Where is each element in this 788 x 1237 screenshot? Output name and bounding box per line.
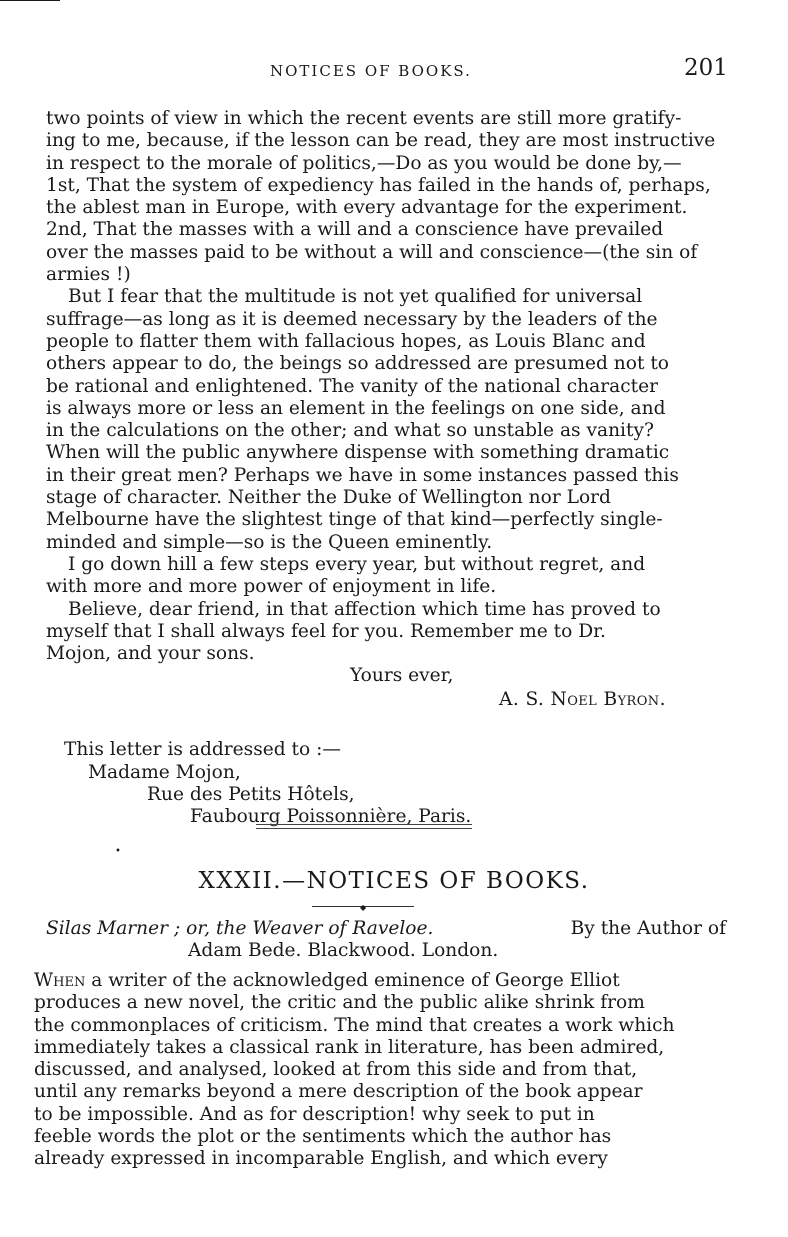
text-line: myself that I shall always feel for you. Remember me to Dr. <box>46 620 606 642</box>
text-line: armies !) <box>46 264 131 286</box>
text-line: stage of character. Neither the Duke of Wellington nor Lord <box>46 487 611 509</box>
book-reference <box>46 918 726 963</box>
text-line: Believe, dear friend, in that affection which time has proved to <box>68 598 661 620</box>
text-line <box>34 970 714 992</box>
stray-mark: • <box>115 846 121 857</box>
text-line: to be impossible. And as for description! why seek to put in <box>34 1103 595 1125</box>
text-line: I go down hill a few steps every year, but without regret, and <box>68 553 646 575</box>
rule-ornament-icon: ◆ <box>360 903 367 912</box>
address-line: Rue des Petits Hôtels, <box>147 784 355 806</box>
text-line: ing to me, because, if the lesson can be read, they are most instructive <box>46 130 716 152</box>
text-line: suffrage—as long as it is deemed necessary by the leaders of the <box>46 308 658 330</box>
review-first-word: When <box>34 970 86 991</box>
text-line: But I fear that the multitude is not yet qualified for universal <box>68 286 643 308</box>
address-line: Faubourg Poissonnière, Paris. <box>190 806 472 828</box>
letter-body <box>46 108 726 829</box>
text-line: When will the public anywhere dispense with something dramatic <box>46 442 670 464</box>
book-title: Silas Marner ; or, the Weaver of Raveloe. <box>46 918 434 939</box>
text-line: produces a new novel, the critic and the public alike shrink from <box>34 992 645 1014</box>
top-rule <box>0 0 60 1</box>
letter-signature: A. S. Noel Byron. <box>499 689 666 711</box>
divider-line <box>256 824 472 825</box>
text-line: with more and more power of enjoyment in life. <box>46 576 497 598</box>
letter-paragraph-2 <box>46 286 726 554</box>
letter-paragraph-4 <box>46 599 726 666</box>
text-line: the commonplaces of criticism. The mind that creates a work which <box>34 1014 675 1036</box>
letter-closing: Yours ever, <box>350 665 454 687</box>
address-line: Madame Mojon, <box>88 761 241 783</box>
text-line: people to flatter them with fallacious hopes, as Louis Blanc and <box>46 330 646 352</box>
text-line: in the calculations on the other; and what so unstable as vanity? <box>46 420 654 442</box>
section-divider <box>256 824 472 829</box>
text-line: immediately takes a classical rank in literature, has been admired, <box>34 1036 665 1058</box>
text-line: 2nd, That the masses with a will and a conscience have prevailed <box>46 219 664 241</box>
text-line: others appear to do, the beings so addressed are presumed not to <box>46 353 669 375</box>
signature-block <box>46 665 726 739</box>
text-line: already expressed in incomparable English, and which every <box>34 1148 608 1170</box>
review-body <box>34 970 714 1171</box>
section-rule <box>312 903 414 912</box>
running-head: NOTICES OF BOOKS. <box>270 62 472 80</box>
address-block <box>46 739 726 828</box>
book-byline: By the Author of <box>570 918 726 939</box>
text-line: be rational and enlightened. The vanity of the national character <box>46 375 658 397</box>
text-line: minded and simple—so is the Queen eminently. <box>46 531 493 553</box>
book-reference-line <box>46 918 726 940</box>
text-line: in their great men? Perhaps we have in some instances passed this <box>46 464 679 486</box>
text-line: in respect to the morale of politics,—Do as you would be done by,— <box>46 152 682 174</box>
text-line: Mojon, and your sons. <box>46 643 255 665</box>
book-publisher: Adam Bede. Blackwood. London. <box>188 940 499 962</box>
text-line: is always more or less an element in the feelings on one side, and <box>46 397 666 419</box>
text-line: over the masses paid to be without a will and conscience—(the sin of <box>46 241 698 263</box>
address-line: This letter is addressed to :— <box>64 739 341 761</box>
text-line: Melbourne have the slightest tinge of that kind—perfectly single- <box>46 509 663 531</box>
page-number: 201 <box>684 55 728 81</box>
text-line: the ablest man in Europe, with every advantage for the experiment. <box>46 197 688 219</box>
divider-line <box>256 828 472 829</box>
text-span: a writer of the acknowledged eminence of George Elliot <box>91 970 620 991</box>
text-line: discussed, and analysed, looked at from this side and from that, <box>34 1059 638 1081</box>
text-line: feeble words the plot or the sentiments which the author has <box>34 1126 612 1148</box>
section-title: XXXII.—NOTICES OF BOOKS. <box>198 868 590 894</box>
text-line: two points of view in which the recent events are still more gratify- <box>46 108 682 129</box>
letter-paragraph-1 <box>46 108 726 286</box>
text-line: until any remarks beyond a mere description of the book appear <box>34 1081 643 1103</box>
letter-paragraph-3 <box>46 554 726 599</box>
text-line: 1st, That the system of expediency has failed in the hands of, perhaps, <box>46 174 711 196</box>
